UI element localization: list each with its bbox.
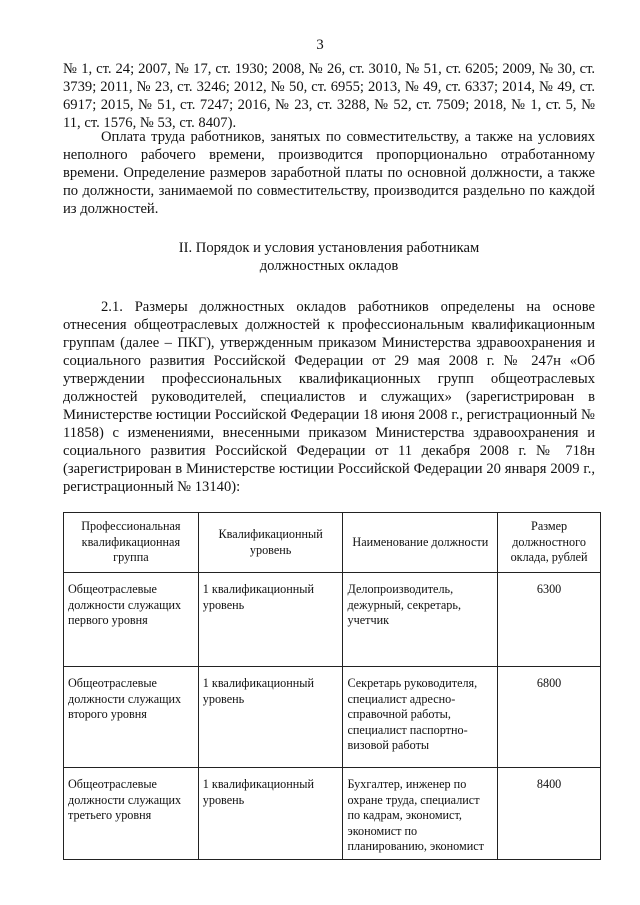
header-salary: Размер должностного оклада, рублей <box>498 513 601 573</box>
cell-positions: Делопроизводитель, дежурный, секретарь, учетчик <box>343 573 498 667</box>
cell-group: Общеотраслевые должности служащих первого уровня <box>64 573 199 667</box>
table-row <box>64 573 601 667</box>
cell-salary: 6300 <box>498 573 601 667</box>
header-level: Квалификационный уровень <box>198 513 343 573</box>
cell-salary: 8400 <box>498 768 601 860</box>
table-header-row <box>64 513 601 573</box>
table-row <box>64 768 601 860</box>
header-group: Профессиональная квалификационная группа <box>64 513 199 573</box>
cell-level: 1 квалификационный уровень <box>198 768 343 860</box>
cell-positions: Бухгалтер, инженер по охране труда, специалист по кадрам, экономист, экономист по планированию, экономист <box>343 768 498 860</box>
cell-salary: 6800 <box>498 667 601 768</box>
paragraph-salary-basis: 2.1. Размеры должностных окладов работников определены на основе отнесения общеотраслевых должностей к профессиональным квалификационным группам (далее – ПКГ), утвержденным приказом Министерства здравоохранения и социального развития Российской Федерации от 29 мая 2008 г. № 247н «Об утверждении профессиональных квалификационных групп общеотраслевых должностей руководителей, специалистов и служащих» (зарегистрирован в Министерстве юстиции Российской Федерации 18 июня 2008 г., регистрационный № 11858) с изменениями, внесенными приказом Министерства здравоохранения и социального развития Российской Федерации от 11 декабря 2008 г. № 718н (зарегистрирован в Министерстве юстиции Российской Федерации 20 января 2009 г., регистрационный № 13140): <box>63 299 595 495</box>
cell-level: 1 квалификационный уровень <box>198 573 343 667</box>
header-position: Наименование должности <box>343 513 498 573</box>
paragraph-legal-references: № 1, ст. 24; 2007, № 17, ст. 1930; 2008, № 26, ст. 3010, № 51, ст. 6205; 2009, № 30, ст. 3739; 2011, № 23, ст. 3246; 2012, № 50, ст. 6955; 2013, № 49, ст. 6337; 2014, № 49, ст. 6917; 2015, № 51, ст. 7247; 2016, № 23, ст. 3288, № 52, ст. 7509; 2018, № 1, ст. 5, № 11, ст. 1576, № 53, ст. 8407). <box>63 61 595 131</box>
cell-level: 1 квалификационный уровень <box>198 667 343 768</box>
cell-positions: Секретарь руководителя, специалист адресно-справочной работы, специалист паспортно-визовой работы <box>343 667 498 768</box>
cell-group: Общеотраслевые должности служащих третьего уровня <box>64 768 199 860</box>
paragraph-part-time-pay: Оплата труда работников, занятых по совместительству, а также на условиях неполного рабочего времени, производится пропорционально отработанному времени. Определение размеров заработной платы по основной должности, а также по должности, занимаемой по совместительству, производится раздельно по каждой из должностей. <box>63 129 595 217</box>
section-heading <box>63 239 595 275</box>
cell-group: Общеотраслевые должности служащих второго уровня <box>64 667 199 768</box>
section-heading-line-1: II. Порядок и условия установления работникам <box>178 240 480 256</box>
table-row <box>64 667 601 768</box>
section-heading-line-2: должностных окладов <box>259 258 399 274</box>
page-number: 3 <box>316 37 324 53</box>
salary-table <box>63 512 601 860</box>
